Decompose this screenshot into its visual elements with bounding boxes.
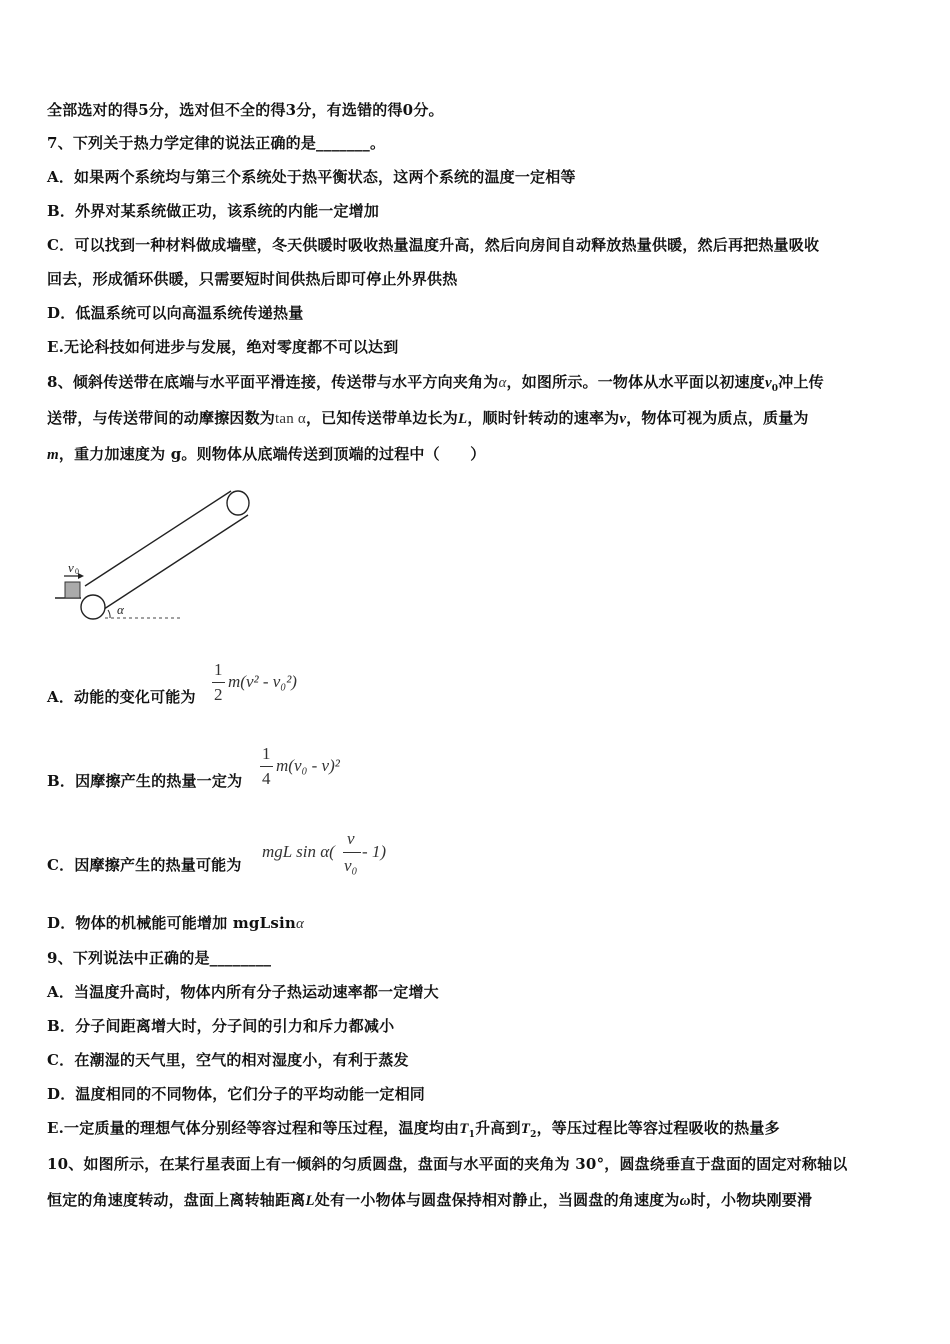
q7-option-a: A．如果两个系统均与第三个系统处于热平衡状态，这两个系统的温度一定相等	[47, 168, 576, 186]
option-a-fraction-num: 1	[214, 660, 223, 679]
q8-text: ，顺时针转动的速率为	[467, 409, 620, 427]
conveyor-belt-diagram	[50, 485, 260, 635]
q10-text: 恒定的角速度转动，盘面上离转轴距离	[47, 1191, 306, 1209]
t1-symbol: T	[459, 1121, 469, 1137]
section-intro: 全部选对的得5分，选对但不全的得3分，有选错的得0分。	[47, 101, 444, 119]
option-c-fraction-num: v	[347, 829, 355, 848]
t2-subscript: 2	[530, 1130, 537, 1140]
q9-text: ，等压过程比等容过程吸收的热量多	[536, 1119, 780, 1137]
v0-symbol: v	[764, 375, 772, 391]
q10-stem-line1: 10、如图所示，在某行星表面上有一倾斜的匀质圆盘，盘面与水平面的夹角为 30°，圆盘绕垂直于盘面的固定对称轴以	[47, 1155, 848, 1173]
top-pulley	[227, 491, 249, 515]
option-a-fraction-bar	[212, 682, 225, 683]
q9-text: E.一定质量的理想气体分别经等容过程和等压过程，温度均由	[47, 1119, 460, 1137]
speed-symbol: v	[619, 411, 627, 427]
q9-option-a: A．当温度升高时，物体内所有分子热运动速率都一定增大	[47, 983, 439, 1001]
angle-label: α	[117, 602, 124, 617]
q7-option-b: B．外界对某系统做正功，该系统的内能一定增加	[47, 202, 380, 220]
v0-label-sub: 0	[75, 567, 79, 576]
option-c-formula-pre: mgL sin α(	[262, 842, 335, 861]
q8-stem-line1	[47, 372, 824, 399]
q7-option-d: D．低温系统可以向高温系统传递热量	[47, 304, 304, 322]
bottom-pulley	[81, 595, 105, 619]
q8-text: 送带，与传送带间的动摩擦因数为	[47, 409, 276, 427]
t2-symbol: T	[520, 1121, 531, 1137]
q8-text: ，重力加速度为 g。则物体从底端传送到顶端的过程中（ ）	[58, 445, 486, 463]
q8-option-c: C．因摩擦产生的热量可能为	[47, 856, 242, 874]
tan-alpha: tan α	[275, 411, 306, 427]
option-a-formula: m(v² - v₀²)	[228, 672, 297, 691]
q8-text: ，物体可视为质点，质量为	[626, 409, 809, 427]
q9-text: 升高到	[475, 1119, 521, 1137]
q9-option-d: D．温度相同的不同物体，它们分子的平均动能一定相同	[47, 1085, 426, 1103]
q7-option-e: E.无论科技如何进步与发展，绝对零度都不可以达到	[47, 338, 399, 356]
length-symbol: L	[457, 411, 468, 427]
q8-stem-line2	[47, 408, 809, 429]
belt-upper-edge	[85, 491, 231, 586]
q7-stem: 7、下列关于热力学定律的说法正确的是_______。	[47, 134, 386, 152]
q8-text: 冲上传	[778, 373, 824, 391]
option-c-formula-post: - 1)	[362, 842, 387, 861]
alpha-symbol: α	[498, 375, 507, 391]
q9-option-c: C．在潮湿的天气里，空气的相对湿度小，有利于蒸发	[47, 1051, 409, 1069]
option-c-fraction-den: v₀	[344, 856, 358, 875]
q10-text: 时，小物块刚要滑	[690, 1191, 813, 1209]
q8-option-a: A．动能的变化可能为	[47, 688, 196, 706]
q8-text: ，已知传送带单边长为	[305, 409, 458, 427]
q10-text: 处有一小物体与圆盘保持相对静止，当圆盘的角速度为	[314, 1191, 680, 1209]
block	[65, 582, 80, 598]
option-b-fraction-num: 1	[262, 744, 271, 763]
belt-lower-edge	[101, 515, 248, 611]
option-b-formula: m(v₀ - v)²	[276, 756, 340, 775]
q9-option-e	[47, 1118, 780, 1145]
v0-subscript: 0	[771, 384, 779, 394]
q8-option-b: B．因摩擦产生的热量一定为	[47, 772, 243, 790]
q8-option-d-text: D．物体的机械能可能增加 mgLsin	[47, 914, 296, 932]
option-c-fraction-bar	[343, 852, 361, 853]
angle-arc	[108, 610, 110, 618]
length-symbol: L	[305, 1193, 315, 1209]
q9-stem: 9、下列说法中正确的是________	[47, 949, 272, 967]
mass-symbol: m	[47, 447, 59, 463]
q10-stem-line2	[47, 1190, 812, 1211]
q8-text: 8、倾斜传送带在底端与水平面平滑连接，传送带与水平方向夹角为	[47, 373, 499, 391]
q8-stem-line3	[47, 444, 485, 465]
option-b-fraction-bar	[260, 766, 273, 767]
alpha-symbol: α	[296, 916, 305, 932]
v0-label: v	[68, 560, 74, 575]
option-a-fraction-den: 2	[214, 685, 223, 704]
omega-symbol: ω	[679, 1193, 691, 1209]
q7-option-c-line1: C．可以找到一种材料做成墙壁，冬天供暖时吸收热量温度升高，然后向房间自动释放热量供暖，然后再把热量吸收	[47, 236, 820, 254]
q7-option-c-line2: 回去，形成循环供暖，只需要短时间供热后即可停止外界供热	[47, 270, 458, 288]
q9-option-b: B．分子间距离增大时，分子间的引力和斥力都减小	[47, 1017, 395, 1035]
q8-option-d	[47, 913, 304, 934]
t1-subscript: 1	[468, 1130, 476, 1140]
option-b-fraction-den: 4	[262, 769, 271, 788]
q8-text: ，如图所示。一物体从水平面以初速度	[506, 373, 765, 391]
